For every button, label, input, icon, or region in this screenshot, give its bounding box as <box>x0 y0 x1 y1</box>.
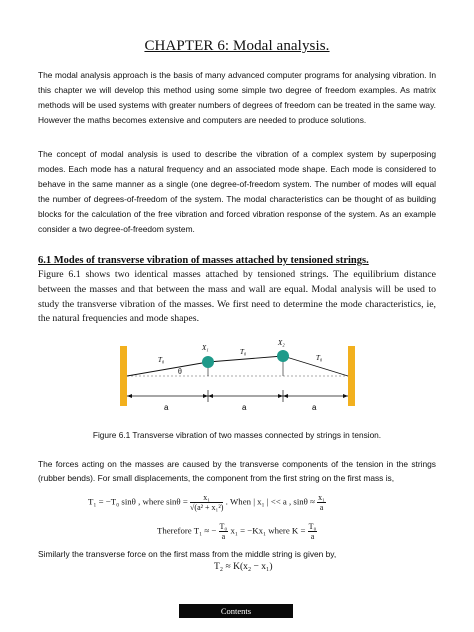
label-a2: a <box>242 403 247 412</box>
eq1-left: T₁ = −T₀ sinθ , where sinθ = <box>88 496 188 507</box>
page-title: CHAPTER 6: Modal analysis. <box>144 38 330 54</box>
forces-paragraph: The forces acting on the masses are caused by the transverse components of the tension in the strings (rubber bends). For small displacements, the component from the first string on the first mass is, <box>38 459 436 483</box>
label-a1: a <box>164 403 169 412</box>
equation-1 <box>88 493 326 512</box>
label-a3: a <box>312 403 317 412</box>
mass-1 <box>202 356 214 368</box>
eq1-denominator: √(a² + x₁²) <box>190 503 224 512</box>
string-2 <box>208 356 283 362</box>
contents-button[interactable]: Contents <box>179 604 293 618</box>
equation-2 <box>157 522 317 541</box>
concept-paragraph: The concept of modal analysis is used to describe the vibration of a complex system by superposing modes. Each mode has a natural frequency and an associated mode shape. Each mode is considered to behave in the same manner as a single (one degree-of-freedom system. The number of modes will equal the number of degrees-of-freedom of the system. The modal characteristics can be thought of as building blocks for the calculation of the free vibration and forced vibration response of the system. As an example consider a two degree-of-freedom system. <box>38 149 436 235</box>
eq2-denominator-2: a <box>310 532 315 541</box>
eq1-fraction-2 <box>317 493 326 512</box>
label-t1: T₀ <box>158 356 165 364</box>
label-t3: T₀ <box>316 354 323 362</box>
left-wall <box>120 346 127 406</box>
eq2-denominator: a <box>221 532 226 541</box>
label-theta: θ <box>178 367 182 376</box>
eq2-fraction-2 <box>308 522 318 541</box>
label-x1: X₁ <box>202 344 209 352</box>
eq1-fraction <box>190 493 223 512</box>
eq1-mid: . When | x₁ | << a , sinθ ≈ <box>225 496 315 507</box>
middle-string-paragraph: Similarly the transverse force on the first mass from the middle string is given by, <box>38 549 337 559</box>
eq2-numerator-2: T₀ <box>308 522 317 531</box>
figure-two-masses <box>118 340 358 414</box>
eq1-numerator: x₁ <box>190 493 223 503</box>
section-paragraph: Figure 6.1 shows two identical masses attached by tensioned strings. The equilibrium distance between the masses and that between the mass and wall are equal. Modal analysis will be used to study the transverse vibration of the masses. We first need to determine the mode characteristics, ie, the natural frequencies and mode shapes. <box>38 269 436 325</box>
string-1 <box>127 362 208 376</box>
section-heading: 6.1 Modes of transverse vibration of masses attached by tensioned strings. <box>38 255 369 266</box>
mass-2 <box>277 350 289 362</box>
eq2-fraction <box>219 522 229 541</box>
eq1-denominator-2: a <box>319 503 324 512</box>
label-x2: X₂ <box>278 340 285 347</box>
eq1-numerator-2: x₁ <box>318 493 325 502</box>
label-t2: T₀ <box>240 348 247 356</box>
figure-caption: Figure 6.1 Transverse vibration of two masses connected by strings in tension. <box>92 430 382 440</box>
intro-paragraph: The modal analysis approach is the basis of many advanced computer programs for analysing vibration. In this chapter we will develop this method using some simple two degree of freedom examples. As matrix methods will be used systems with greater numbers of degrees of freedom can be treated in the same way. However the maths becomes extensive and computers are needed to produce solutions. <box>38 70 436 126</box>
right-wall <box>348 346 355 406</box>
equation-3: T₂ ≈ K(x₂ − x₁) <box>214 562 273 572</box>
eq2-mid: x₁ = −Kx₁ where K = <box>230 525 306 536</box>
eq2-left: Therefore T₁ ≈ − <box>157 525 217 536</box>
eq2-numerator: T₀ <box>219 522 228 531</box>
